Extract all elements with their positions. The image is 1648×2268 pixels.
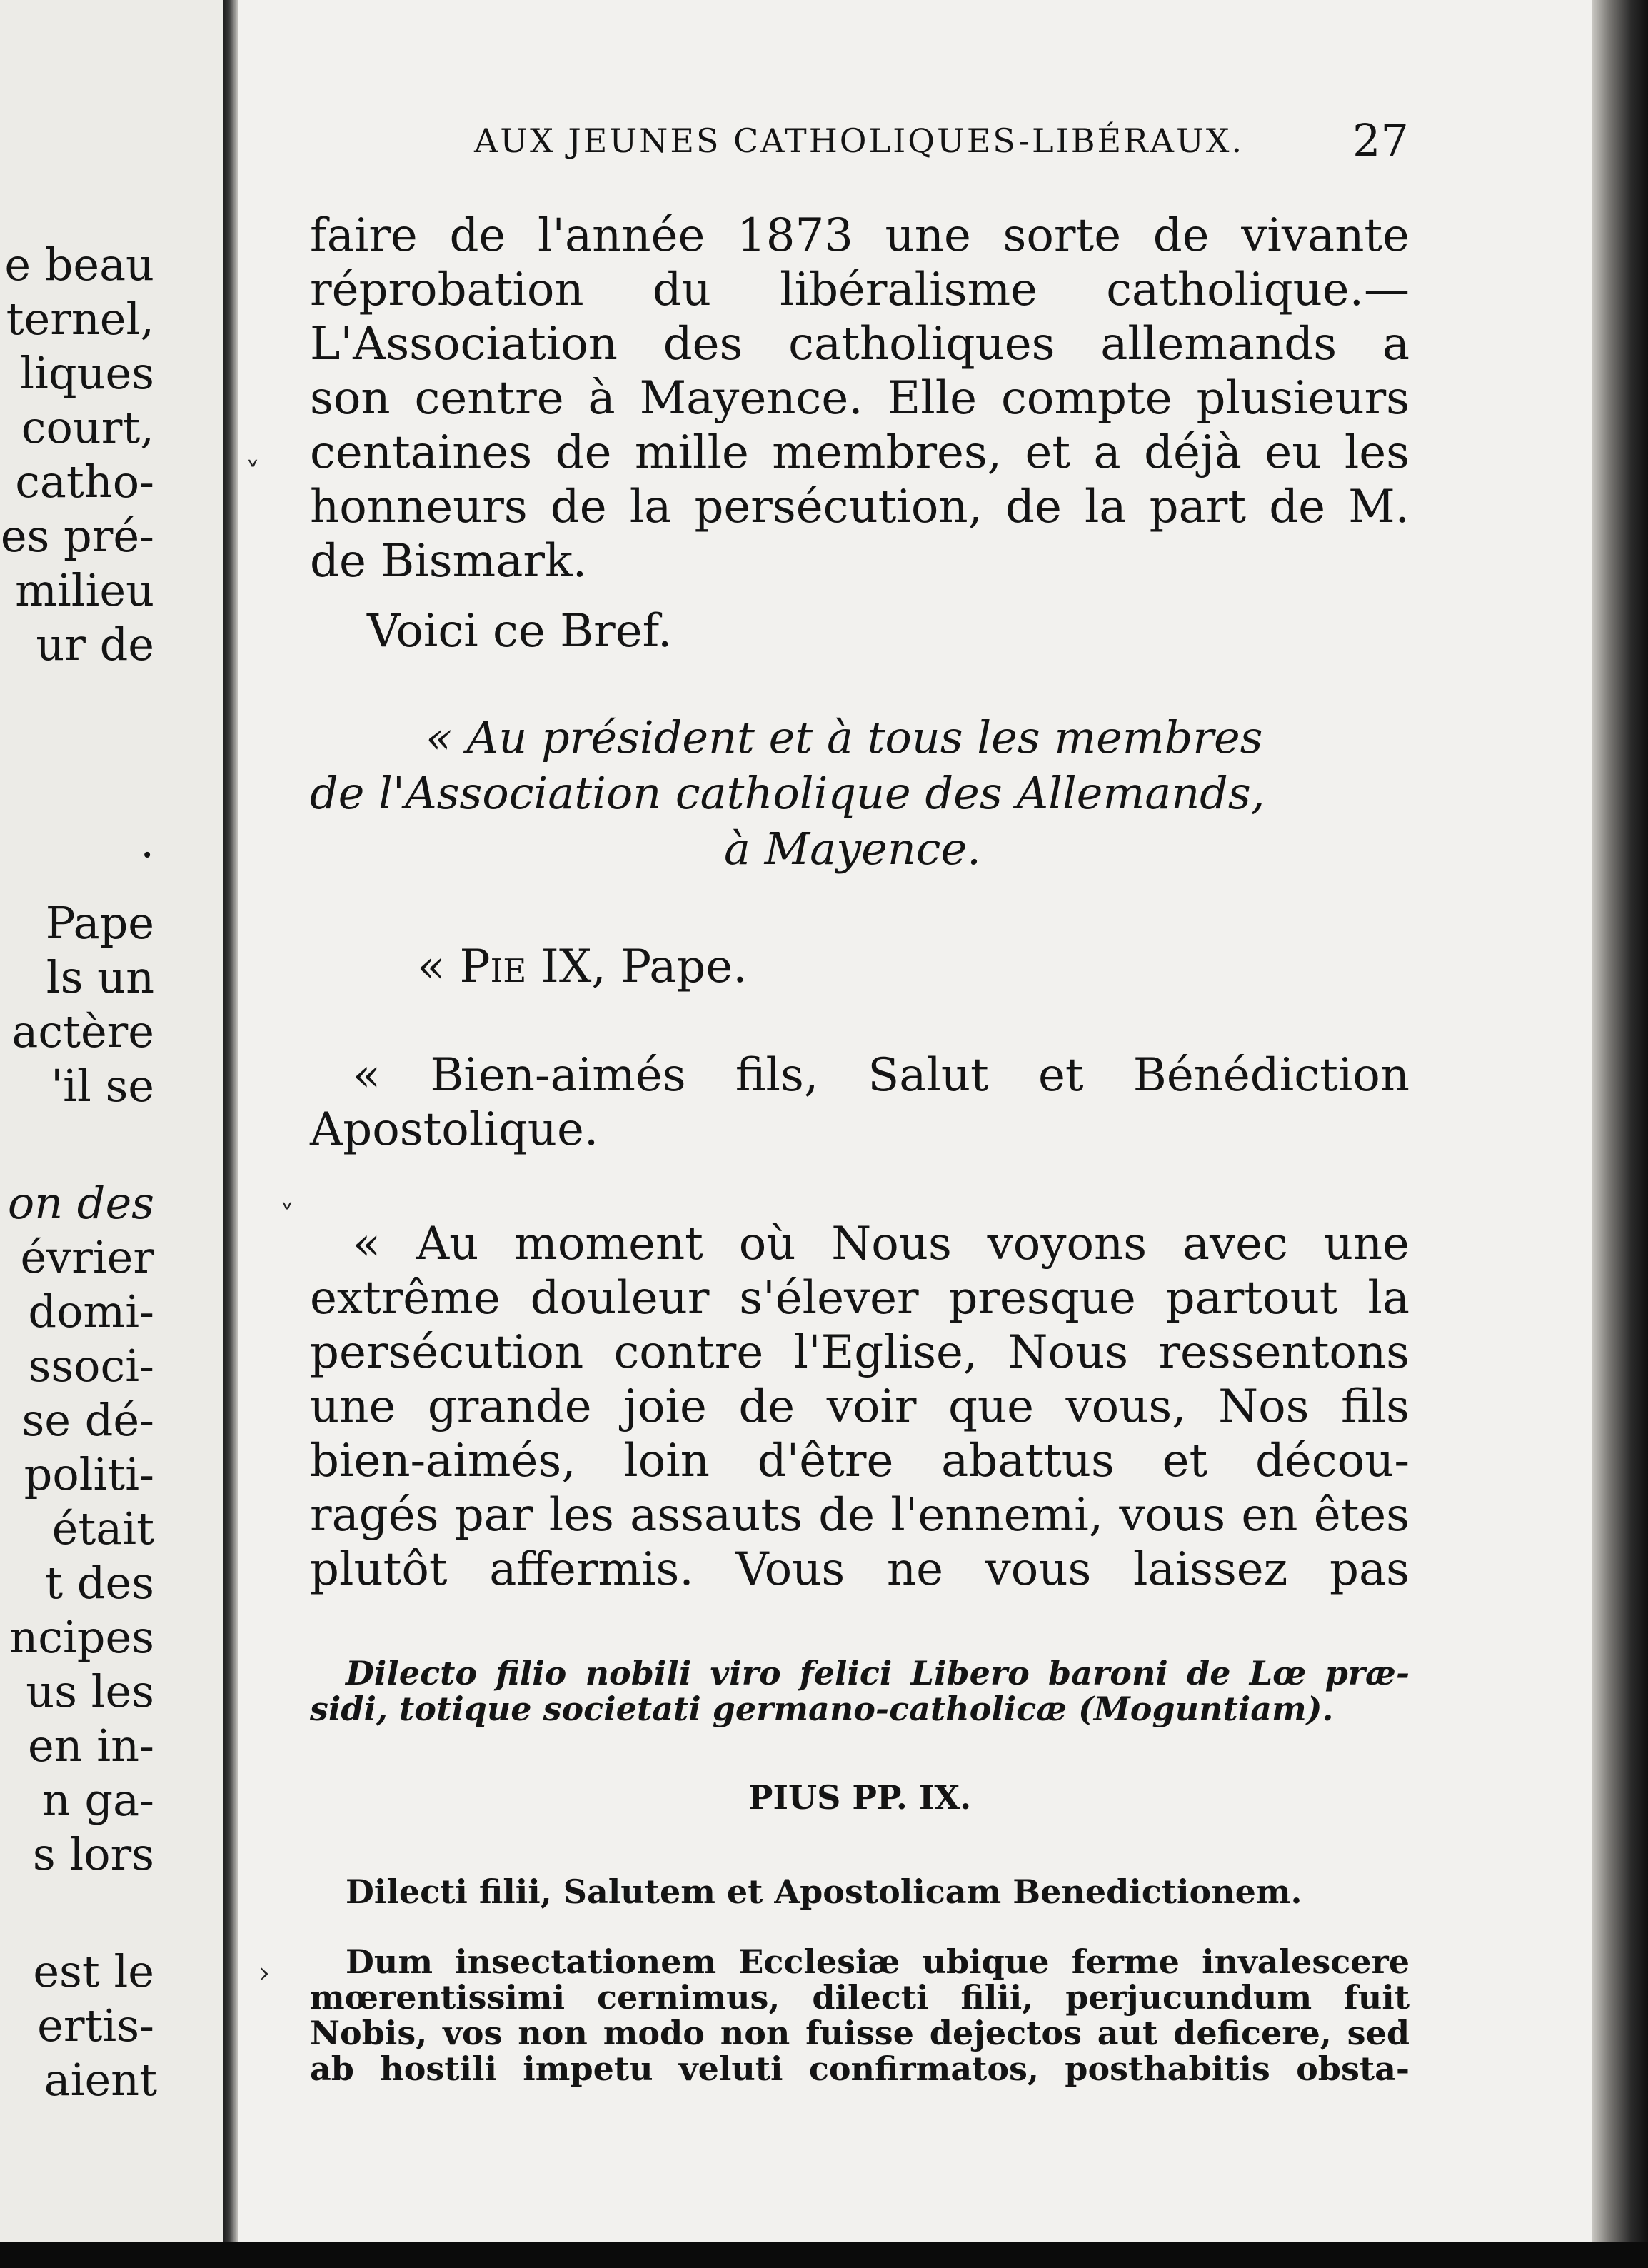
voici-line: Voici ce Bref. [367,605,673,658]
left-text-line: es pré- [0,510,154,562]
pope-line-prefix: « [417,940,460,993]
body-line: son centre à Mayence. Elle compte plusieurs [310,372,1410,425]
left-text-line: était [51,1502,154,1555]
running-header: AUX JEUNES CATHOLIQUES-LIBÉRAUX. [474,121,1245,160]
left-text-line: ls un [46,951,154,1003]
left-text-line: liques [20,347,154,399]
left-text-line: ertis- [37,1999,154,2052]
left-text-line: ur de [36,618,154,671]
body-line: plutôt affermis. Vous ne vous laissez pas [310,1543,1410,1596]
left-text-line: 'il se [51,1060,154,1112]
body-line: persécution contre l'Eglise, Nous ressentons [310,1326,1410,1379]
latin-text-line: mœrentissimi cernimus, dilecti filii, perjucundum fuit [310,1978,1410,2017]
left-text-line: en in- [27,1720,154,1772]
left-text-line: e beau [4,239,154,291]
latin-address-line: sidi, totique societati germano-catholicæ (Moguntiam). [310,1690,1334,1728]
latin-text-line: ab hostili impetu veluti confirmatos, posthabitis obsta- [310,2049,1410,2088]
body-line: honneurs de la persécution, de la part de M. [310,481,1410,533]
address-line: « Au président et à tous les membres [426,711,1263,763]
left-text-line: catho- [15,456,154,508]
body-line: une grande joie de voir que vous, Nos fils [310,1380,1410,1433]
salutation-line: « Bien-aimés fils, Salut et Bénédiction [353,1049,1410,1102]
latin-title: PIUS PP. IX. [748,1778,972,1817]
left-text-line: aient [44,2054,157,2106]
left-text-line: n ga- [41,1774,154,1826]
left-text-line: t des [45,1557,154,1609]
left-page-fragment [0,0,223,2242]
address-line: à Mayence. [724,823,981,875]
left-text-line: Pape [45,897,154,949]
page-edge-shadow [1592,0,1648,2242]
margin-mark: ˅ [280,1200,294,1233]
page-number: 27 [1352,114,1409,166]
right-page [238,0,1592,2242]
body-line: extrême douleur s'élever presque partout la [310,1272,1410,1325]
pope-line [417,940,748,993]
latin-salutation: Dilecti filii, Salutem et Apostolicam Benedictionem. [346,1872,1302,1911]
left-text-line: politi- [24,1448,154,1500]
latin-address-line: Dilecto filio nobili viro felici Libero baroni de Lœ præ- [346,1654,1410,1692]
salutation-line: Apostolique. [310,1103,599,1156]
left-text-line: ncipes [9,1611,154,1663]
left-text-line: milieu [15,564,154,616]
latin-text-line: Nobis, vos non modo non fuisse dejectos aut deficere, sed [310,2014,1410,2052]
left-text-line: ternel, [6,293,154,345]
address-line: de l'Association catholique des Allemands, [310,767,1265,819]
body-line: bien-aimés, loin d'être abattus et décou- [310,1435,1410,1487]
left-text-line: on des [7,1177,154,1229]
left-text-line: domi- [28,1285,154,1338]
left-text-line: us les [26,1665,154,1717]
body-line: de Bismark. [310,535,588,588]
left-text-line: court, [21,401,154,453]
pope-line-rest: IX, Pape. [526,940,748,993]
scan-border [0,2242,1648,2268]
left-text-line: ssoci- [28,1340,154,1392]
margin-mark: ˅ [246,457,260,490]
body-line: centaines de mille membres, et a déjà eu les [310,426,1410,479]
margin-mark: › [258,1957,270,1989]
left-text-line: se dé- [21,1394,154,1446]
body-line: L'Association des catholiques allemands a [310,318,1410,371]
book-gutter [223,0,238,2242]
left-text-line: actère [11,1005,154,1058]
latin-text-line: Dum insectationem Ecclesiæ ubique ferme invalescere [346,1942,1410,1981]
body-line: faire de l'année 1873 une sorte de vivante [310,209,1410,262]
left-text-line: évrier [20,1231,154,1283]
left-text-line: s lors [32,1828,154,1880]
body-line: ragés par les assauts de l'ennemi, vous en êtes [310,1489,1410,1542]
body-line: « Au moment où Nous voyons avec une [353,1218,1410,1270]
left-text-line: . [140,816,154,868]
body-line: réprobation du libéralisme catholique.— [310,264,1410,316]
left-text-line: est le [33,1945,154,1997]
pope-name: Pie [459,940,527,993]
